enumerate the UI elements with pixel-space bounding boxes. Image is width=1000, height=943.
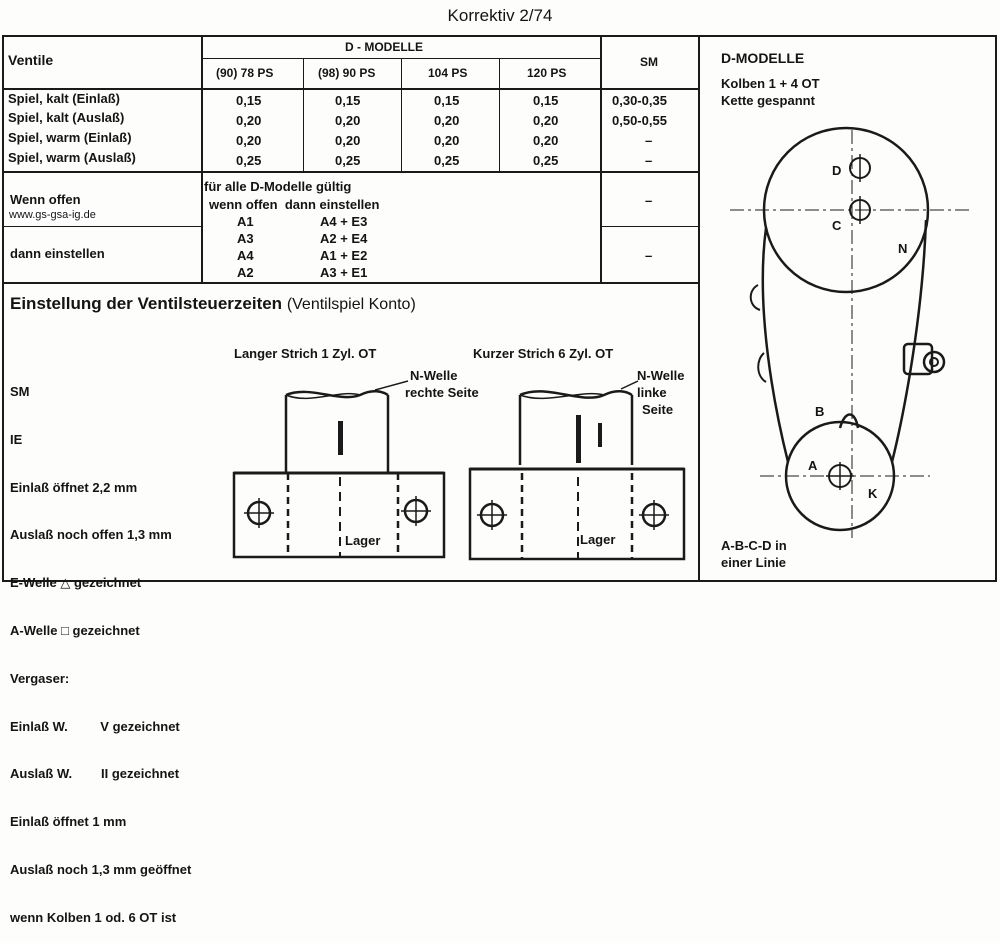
- pair-set: A3 + E1: [320, 265, 368, 280]
- column-header-ventile: Ventile: [8, 52, 54, 68]
- model-header: (98) 90 PS: [318, 66, 376, 80]
- notes-list: [10, 354, 191, 943]
- row-label: Spiel, kalt (Auslaß): [8, 110, 125, 125]
- point-d-label: D: [832, 163, 842, 178]
- panel-footer: einer Linie: [721, 555, 787, 570]
- diagram1-caption: Langer Strich 1 Zyl. OT: [234, 346, 377, 361]
- watermark-url: www.gs-gsa-ig.de: [9, 209, 96, 221]
- note-line: Auslaß noch 1,3 mm geöffnet: [10, 861, 192, 877]
- diagram2-label: linke: [637, 385, 667, 400]
- pair-open: A1: [237, 214, 254, 229]
- pair-open: A3: [237, 231, 254, 246]
- cell-value: 0,15: [335, 93, 361, 108]
- diagram2-label: N-Welle: [637, 368, 685, 383]
- sub-header: wenn offen dann einstellen: [209, 197, 380, 212]
- cell-value: 0,15: [533, 93, 559, 108]
- cell-value: 0,25: [533, 153, 559, 168]
- note-line: Auslaß noch offen 1,3 mm: [10, 527, 172, 543]
- table-divider: [201, 35, 203, 283]
- note-line: A-Welle □ gezeichnet: [10, 622, 140, 638]
- page-title: Korrektiv 2/74: [447, 6, 553, 25]
- diagram1-label: rechte Seite: [405, 385, 479, 400]
- point-n-label: N: [898, 241, 908, 256]
- note-line: SM: [10, 384, 30, 399]
- note-line: Vergaser:: [10, 670, 70, 686]
- table-divider: [499, 58, 500, 171]
- group-header: D - MODELLE: [345, 40, 423, 54]
- cell-value-sm: 0,50-0,55: [612, 113, 667, 128]
- pair-set: A4 + E3: [320, 214, 368, 229]
- panel-footer: A-B-C-D in: [721, 538, 787, 553]
- section-title-text: Einstellung der Ventilsteuerzeiten: [10, 294, 283, 313]
- pair-open: A4: [237, 248, 254, 263]
- table-rule: [2, 88, 699, 90]
- cell-value: 0,20: [335, 133, 361, 148]
- cell-value: 0,25: [434, 153, 460, 168]
- row-label: Spiel, warm (Einlaß): [8, 130, 132, 145]
- table-divider: [401, 58, 402, 171]
- diagram2-caption: Kurzer Strich 6 Zyl. OT: [473, 346, 614, 361]
- cell-value: 0,25: [335, 153, 361, 168]
- cell-value-sm: 0,30-0,35: [612, 93, 667, 108]
- cell-value-sm: –: [645, 193, 653, 208]
- cell-value: 0,20: [533, 133, 559, 148]
- cell-value-sm: –: [645, 248, 653, 263]
- row-label: Spiel, warm (Auslaß): [8, 150, 136, 165]
- pair-set: A1 + E2: [320, 248, 368, 263]
- table-rule: [2, 226, 201, 227]
- cell-value: 0,20: [434, 113, 460, 128]
- diagram2-label: Seite: [642, 402, 674, 417]
- point-a-label: A: [808, 458, 818, 473]
- cell-value-sm: –: [645, 153, 653, 168]
- cell-value-sm: –: [645, 133, 653, 148]
- cell-value: 0,15: [434, 93, 460, 108]
- note-line: IE: [10, 431, 23, 447]
- diagram1-lager: Lager: [345, 533, 381, 548]
- row-label: Spiel, kalt (Einlaß): [8, 91, 120, 106]
- note-line: wenn Kolben 1 od. 6 OT ist: [10, 909, 177, 925]
- panel-line: Kolben 1 + 4 OT: [721, 76, 820, 91]
- pair-open: A2: [237, 265, 254, 280]
- diagram1-label: N-Welle: [410, 368, 458, 383]
- pair-set: A2 + E4: [320, 231, 368, 246]
- point-b-label: B: [815, 404, 825, 419]
- table-rule: [2, 282, 699, 284]
- note-line: Einlaß öffnet 1 mm: [10, 814, 127, 830]
- model-header: (90) 78 PS: [216, 66, 274, 80]
- label-dann-einstellen: dann einstellen: [10, 246, 105, 261]
- point-c-label: C: [832, 218, 842, 233]
- section-title: [10, 294, 416, 314]
- point-k-label: K: [868, 486, 878, 501]
- table-rule: [600, 226, 698, 227]
- cell-value: 0,15: [236, 93, 262, 108]
- table-divider: [600, 35, 602, 283]
- section-subtitle: (Ventilspiel Konto): [286, 296, 416, 313]
- cell-value: 0,20: [434, 133, 460, 148]
- table-divider: [303, 58, 304, 171]
- note-fuer-alle: für alle D-Modelle gültig: [204, 179, 352, 194]
- label-wenn-offen: Wenn offen: [10, 192, 81, 207]
- note-line: E-Welle △ gezeichnet: [10, 575, 142, 591]
- column-header-sm: SM: [640, 55, 658, 69]
- note-line: Auslaß W. II gezeichnet: [10, 766, 180, 782]
- model-header: 104 PS: [428, 66, 468, 80]
- diagram2-lager: Lager: [580, 532, 616, 547]
- timing-chain-diagram: [700, 110, 996, 538]
- table-rule: [2, 171, 699, 173]
- note-line: Einlaß öffnet 2,2 mm: [10, 479, 138, 495]
- panel-title: D-MODELLE: [721, 50, 805, 66]
- panel-line: Kette gespannt: [721, 93, 815, 108]
- note-line: Einlaß W. V gezeichnet: [10, 718, 180, 734]
- cell-value: 0,20: [236, 133, 262, 148]
- model-header: 120 PS: [527, 66, 567, 80]
- cell-value: 0,20: [533, 113, 559, 128]
- cell-value: 0,20: [335, 113, 361, 128]
- cell-value: 0,20: [236, 113, 262, 128]
- cell-value: 0,25: [236, 153, 262, 168]
